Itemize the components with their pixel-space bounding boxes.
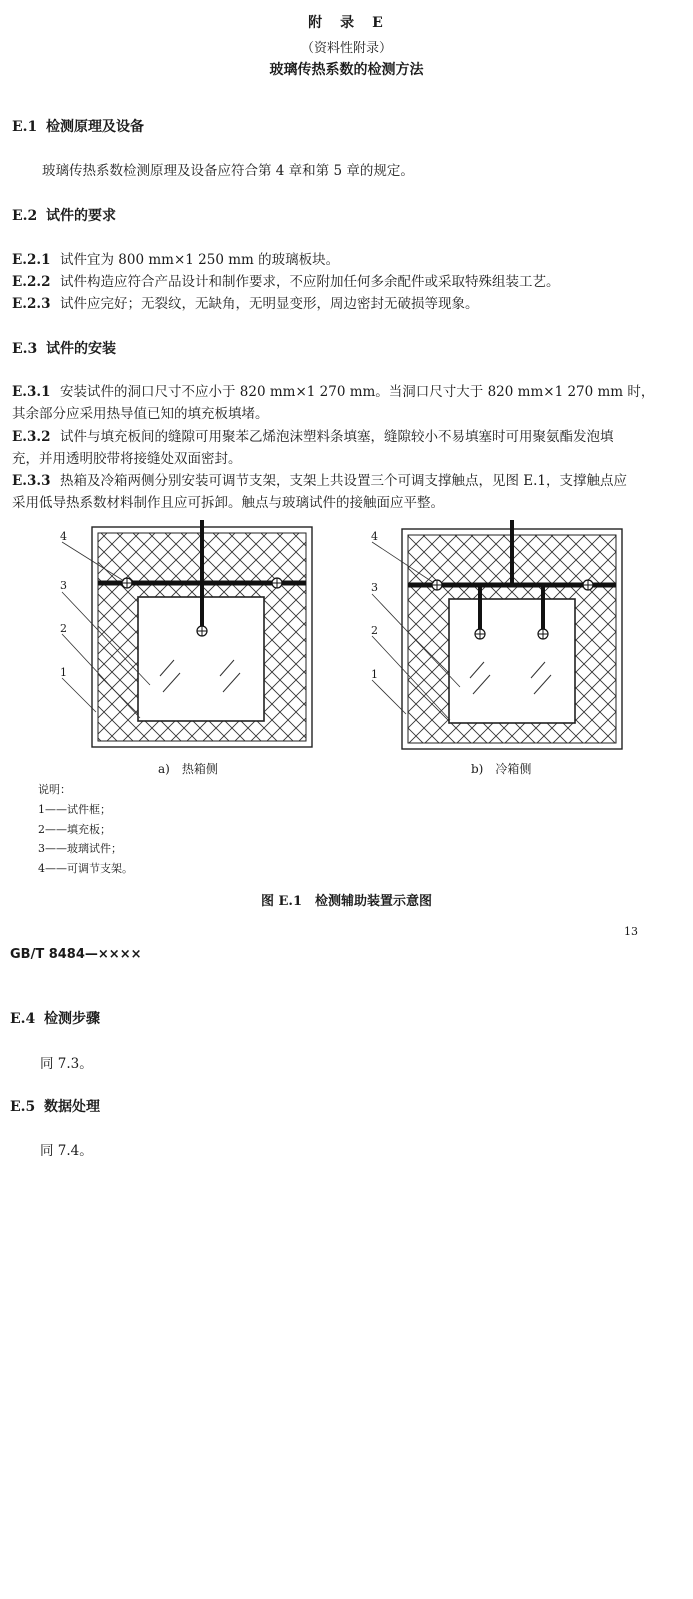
clause-e3-1-cont: 其余部分应采用热导值已知的填充板填堵。 — [12, 406, 269, 422]
annex-heading: 附 录 E — [308, 15, 385, 31]
callout-label: 1 — [371, 668, 378, 681]
subfigure-caption-hot: a) 热箱侧 — [158, 762, 218, 776]
clause-text: 试件应完好；无裂纹，无缺角，无明显变形，周边密封无破损等现象。 — [60, 296, 479, 312]
section-e3-heading — [12, 338, 116, 358]
clause-number: E.3.1 — [12, 384, 51, 400]
clause-text: 试件宜为 800 mm×1 250 mm 的玻璃板块。 — [60, 252, 340, 268]
clause-e3-2-cont: 充，并用透明胶带将接缝处双面密封。 — [12, 451, 242, 467]
diagram-cold-side — [372, 520, 622, 749]
callout-label: 4 — [60, 530, 67, 543]
clause-e3-3-cont: 采用低导热系数材料制作且应可拆卸。触点与玻璃试件的接触面应平整。 — [12, 495, 444, 511]
section-number: E.3 — [12, 341, 38, 357]
legend-title: 说明： — [38, 783, 71, 796]
section-title: 检测步骤 — [44, 1011, 100, 1027]
section-number: E.4 — [10, 1011, 36, 1027]
section-number: E.2 — [12, 208, 38, 224]
clause-text: 试件构造应符合产品设计和制作要求，不应附加任何多余配件或采取特殊组装工艺。 — [60, 274, 560, 290]
section-number: E.1 — [12, 119, 38, 135]
legend-item: 1——试件框； — [38, 803, 111, 816]
subfigure-caption-cold: b) 冷箱侧 — [471, 762, 532, 776]
page-number: 13 — [624, 925, 638, 938]
callout-label: 2 — [371, 624, 378, 637]
section-e1-text: 玻璃传热系数检测原理及设备应符合第 4 章和第 5 章的规定。 — [42, 163, 414, 179]
diagram-hot-side — [62, 520, 312, 747]
section-number: E.5 — [10, 1099, 36, 1115]
section-e4-text: 同 7.3。 — [40, 1056, 93, 1072]
legend-item: 3——玻璃试件； — [38, 842, 122, 855]
clause-e2-1 — [12, 248, 339, 268]
glass-specimen — [449, 599, 575, 723]
section-e2-heading — [12, 205, 116, 225]
section-title: 试件的安装 — [46, 341, 116, 357]
clause-e2-2 — [12, 270, 560, 290]
clause-text: 安装试件的洞口尺寸不应小于 820 mm×1 270 mm。当洞口尺寸大于 820 mm×1 270 mm 时， — [60, 384, 655, 400]
clause-e3-2 — [12, 425, 614, 445]
section-title: 检测原理及设备 — [46, 119, 144, 135]
annex-nature: （资料性附录） — [300, 41, 392, 56]
clause-number: E.2.3 — [12, 296, 51, 312]
clause-number: E.3.2 — [12, 429, 51, 445]
callout-label: 2 — [60, 622, 67, 635]
callout-label: 1 — [60, 666, 67, 679]
callout-label: 3 — [371, 581, 378, 594]
clause-text: 试件与填充板间的缝隙可用聚苯乙烯泡沫塑料条填塞，缝隙较小不易填塞时可用聚氨酯发泡填 — [60, 429, 614, 445]
callout-label: 4 — [371, 530, 378, 543]
document-id: GB/T 8484—×××× — [10, 947, 142, 962]
section-title: 试件的要求 — [46, 208, 116, 224]
section-e4-heading — [10, 1008, 100, 1028]
annex-title: 玻璃传热系数的检测方法 — [269, 62, 424, 78]
legend-item: 2——填充板； — [38, 823, 111, 836]
figure-e1-diagrams — [0, 515, 693, 760]
clause-number: E.2.2 — [12, 274, 51, 290]
clause-text: 热箱及冷箱两侧分别安装可调节支架，支架上共设置三个可调支撑触点，见图 E.1，支撑触点应 — [60, 473, 628, 489]
figure-caption: 图 E.1 检测辅助装置示意图 — [260, 894, 432, 909]
section-e5-text: 同 7.4。 — [40, 1143, 93, 1159]
clause-e2-3 — [12, 292, 479, 312]
clause-e3-3 — [12, 469, 627, 489]
callout-label: 3 — [60, 579, 67, 592]
clause-number: E.2.1 — [12, 252, 51, 268]
section-e1-heading — [12, 116, 144, 136]
section-e5-heading — [10, 1096, 100, 1116]
clause-number: E.3.3 — [12, 473, 51, 489]
clause-e3-1 — [12, 380, 654, 400]
section-title: 数据处理 — [44, 1099, 100, 1115]
legend-item: 4——可调节支架。 — [38, 862, 133, 875]
